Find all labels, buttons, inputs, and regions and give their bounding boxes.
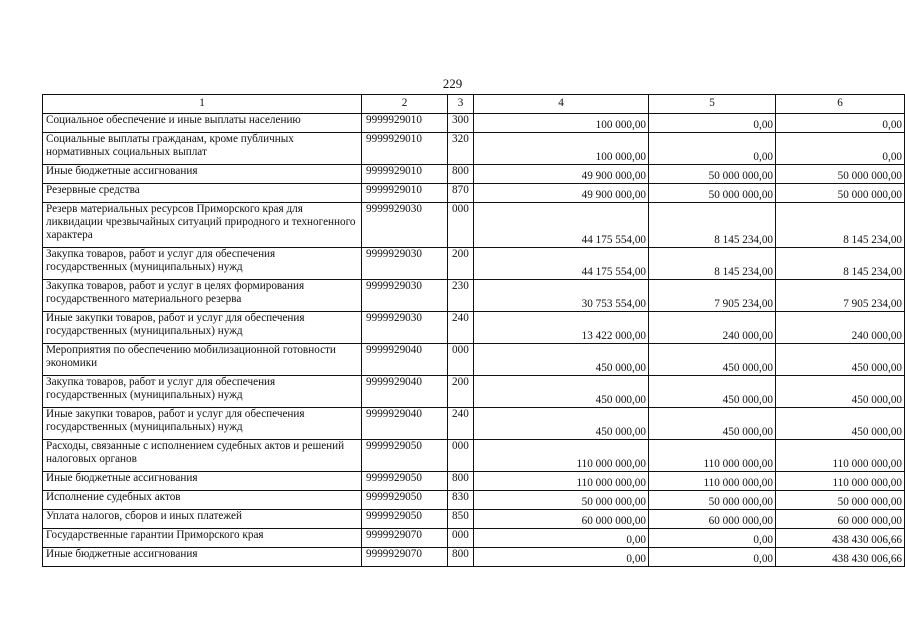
column-header-1: 1 — [43, 95, 362, 114]
row-amount-col4: 110 000 000,00 — [474, 472, 649, 491]
row-target-article: 9999929050 — [362, 510, 448, 529]
row-amount-col5: 450 000,00 — [649, 408, 776, 440]
row-amount-col4: 0,00 — [474, 548, 649, 567]
row-amount-col5: 0,00 — [649, 114, 776, 133]
row-amount-col5: 8 145 234,00 — [649, 248, 776, 280]
table-row — [43, 529, 905, 548]
row-amount-col6: 438 430 006,66 — [776, 548, 905, 567]
row-target-article: 9999929030 — [362, 312, 448, 344]
row-amount-col6: 50 000 000,00 — [776, 491, 905, 510]
row-name: Мероприятия по обеспечению мобилизационной готовности экономики — [43, 344, 362, 376]
row-amount-col6: 450 000,00 — [776, 408, 905, 440]
row-amount-col6: 0,00 — [776, 133, 905, 165]
table-row — [43, 344, 905, 376]
row-amount-col6: 450 000,00 — [776, 344, 905, 376]
row-amount-col6: 7 905 234,00 — [776, 280, 905, 312]
row-target-article: 9999929030 — [362, 280, 448, 312]
row-expense-type: 240 — [448, 312, 474, 344]
row-target-article: 9999929070 — [362, 529, 448, 548]
row-expense-type: 000 — [448, 344, 474, 376]
row-target-article: 9999929040 — [362, 376, 448, 408]
row-expense-type: 300 — [448, 114, 474, 133]
row-target-article: 9999929050 — [362, 440, 448, 472]
row-name: Иные бюджетные ассигнования — [43, 548, 362, 567]
row-amount-col5: 50 000 000,00 — [649, 165, 776, 184]
row-name: Иные бюджетные ассигнования — [43, 472, 362, 491]
row-expense-type: 000 — [448, 440, 474, 472]
row-target-article: 9999929010 — [362, 133, 448, 165]
table-row — [43, 280, 905, 312]
row-target-article: 9999929040 — [362, 344, 448, 376]
row-expense-type: 800 — [448, 472, 474, 491]
row-name: Государственные гарантии Приморского края — [43, 529, 362, 548]
row-amount-col6: 110 000 000,00 — [776, 472, 905, 491]
row-amount-col5: 0,00 — [649, 529, 776, 548]
row-name: Закупка товаров, работ и услуг для обеспечения государственных (муниципальных) нужд — [43, 248, 362, 280]
column-header-3: 3 — [448, 95, 474, 114]
row-amount-col6: 50 000 000,00 — [776, 165, 905, 184]
row-amount-col4: 100 000,00 — [474, 133, 649, 165]
row-amount-col5: 0,00 — [649, 133, 776, 165]
table-row — [43, 203, 905, 248]
column-header-4: 4 — [474, 95, 649, 114]
row-amount-col6: 438 430 006,66 — [776, 529, 905, 548]
row-amount-col6: 450 000,00 — [776, 376, 905, 408]
table-row — [43, 312, 905, 344]
table-row — [43, 472, 905, 491]
row-target-article: 9999929010 — [362, 114, 448, 133]
row-name: Иные закупки товаров, работ и услуг для обеспечения государственных (муниципальных) нужд — [43, 408, 362, 440]
row-target-article: 9999929070 — [362, 548, 448, 567]
row-expense-type: 000 — [448, 203, 474, 248]
row-amount-col4: 30 753 554,00 — [474, 280, 649, 312]
row-amount-col5: 60 000 000,00 — [649, 510, 776, 529]
row-target-article: 9999929030 — [362, 203, 448, 248]
row-amount-col5: 110 000 000,00 — [649, 440, 776, 472]
row-name: Резерв материальных ресурсов Приморского края для ликвидации чрезвычайных ситуаций природного и техногенного характера — [43, 203, 362, 248]
row-target-article: 9999929010 — [362, 165, 448, 184]
row-expense-type: 320 — [448, 133, 474, 165]
row-amount-col4: 44 175 554,00 — [474, 203, 649, 248]
row-amount-col4: 60 000 000,00 — [474, 510, 649, 529]
row-amount-col5: 50 000 000,00 — [649, 491, 776, 510]
row-target-article: 9999929050 — [362, 472, 448, 491]
table-row — [43, 133, 905, 165]
column-header-2: 2 — [362, 95, 448, 114]
table-row — [43, 440, 905, 472]
table-row — [43, 491, 905, 510]
table-row — [43, 408, 905, 440]
row-expense-type: 200 — [448, 248, 474, 280]
row-name: Иные закупки товаров, работ и услуг для обеспечения государственных (муниципальных) нужд — [43, 312, 362, 344]
row-amount-col5: 240 000,00 — [649, 312, 776, 344]
row-name: Резервные средства — [43, 184, 362, 203]
row-amount-col4: 100 000,00 — [474, 114, 649, 133]
row-amount-col5: 8 145 234,00 — [649, 203, 776, 248]
row-amount-col4: 44 175 554,00 — [474, 248, 649, 280]
row-expense-type: 850 — [448, 510, 474, 529]
page-number: 229 — [442, 76, 463, 91]
row-amount-col5: 0,00 — [649, 548, 776, 567]
table-row — [43, 114, 905, 133]
row-amount-col4: 110 000 000,00 — [474, 440, 649, 472]
row-name: Иные бюджетные ассигнования — [43, 165, 362, 184]
row-amount-col4: 13 422 000,00 — [474, 312, 649, 344]
row-amount-col5: 110 000 000,00 — [649, 472, 776, 491]
row-name: Закупка товаров, работ и услуг в целях формирования государственного материального резерва — [43, 280, 362, 312]
row-amount-col6: 110 000 000,00 — [776, 440, 905, 472]
row-amount-col6: 0,00 — [776, 114, 905, 133]
row-amount-col4: 0,00 — [474, 529, 649, 548]
row-expense-type: 000 — [448, 529, 474, 548]
row-name: Исполнение судебных актов — [43, 491, 362, 510]
row-target-article: 9999929050 — [362, 491, 448, 510]
row-expense-type: 200 — [448, 376, 474, 408]
column-header-6: 6 — [776, 95, 905, 114]
row-amount-col4: 49 900 000,00 — [474, 184, 649, 203]
row-name: Расходы, связанные с исполнением судебных актов и решений налоговых органов — [43, 440, 362, 472]
row-expense-type: 800 — [448, 165, 474, 184]
row-name: Уплата налогов, сборов и иных платежей — [43, 510, 362, 529]
row-amount-col6: 60 000 000,00 — [776, 510, 905, 529]
row-expense-type: 830 — [448, 491, 474, 510]
table-row — [43, 376, 905, 408]
row-expense-type: 870 — [448, 184, 474, 203]
table-row — [43, 510, 905, 529]
row-target-article: 9999929010 — [362, 184, 448, 203]
row-expense-type: 230 — [448, 280, 474, 312]
table-row — [43, 248, 905, 280]
row-target-article: 9999929040 — [362, 408, 448, 440]
row-amount-col6: 8 145 234,00 — [776, 248, 905, 280]
row-amount-col5: 450 000,00 — [649, 376, 776, 408]
row-amount-col4: 450 000,00 — [474, 376, 649, 408]
row-amount-col6: 8 145 234,00 — [776, 203, 905, 248]
row-amount-col6: 240 000,00 — [776, 312, 905, 344]
row-amount-col5: 50 000 000,00 — [649, 184, 776, 203]
row-amount-col5: 7 905 234,00 — [649, 280, 776, 312]
row-amount-col4: 49 900 000,00 — [474, 165, 649, 184]
budget-table — [42, 94, 905, 567]
row-name: Закупка товаров, работ и услуг для обеспечения государственных (муниципальных) нужд — [43, 376, 362, 408]
column-header-5: 5 — [649, 95, 776, 114]
row-amount-col6: 50 000 000,00 — [776, 184, 905, 203]
column-number-row — [43, 95, 905, 114]
row-amount-col4: 450 000,00 — [474, 408, 649, 440]
row-target-article: 9999929030 — [362, 248, 448, 280]
budget-table-body — [43, 95, 905, 567]
table-row — [43, 548, 905, 567]
row-name: Социальное обеспечение и иные выплаты населению — [43, 114, 362, 133]
row-expense-type: 800 — [448, 548, 474, 567]
table-row — [43, 184, 905, 203]
row-name: Социальные выплаты гражданам, кроме публичных нормативных социальных выплат — [43, 133, 362, 165]
row-expense-type: 240 — [448, 408, 474, 440]
row-amount-col4: 450 000,00 — [474, 344, 649, 376]
row-amount-col5: 450 000,00 — [649, 344, 776, 376]
table-row — [43, 165, 905, 184]
row-amount-col4: 50 000 000,00 — [474, 491, 649, 510]
